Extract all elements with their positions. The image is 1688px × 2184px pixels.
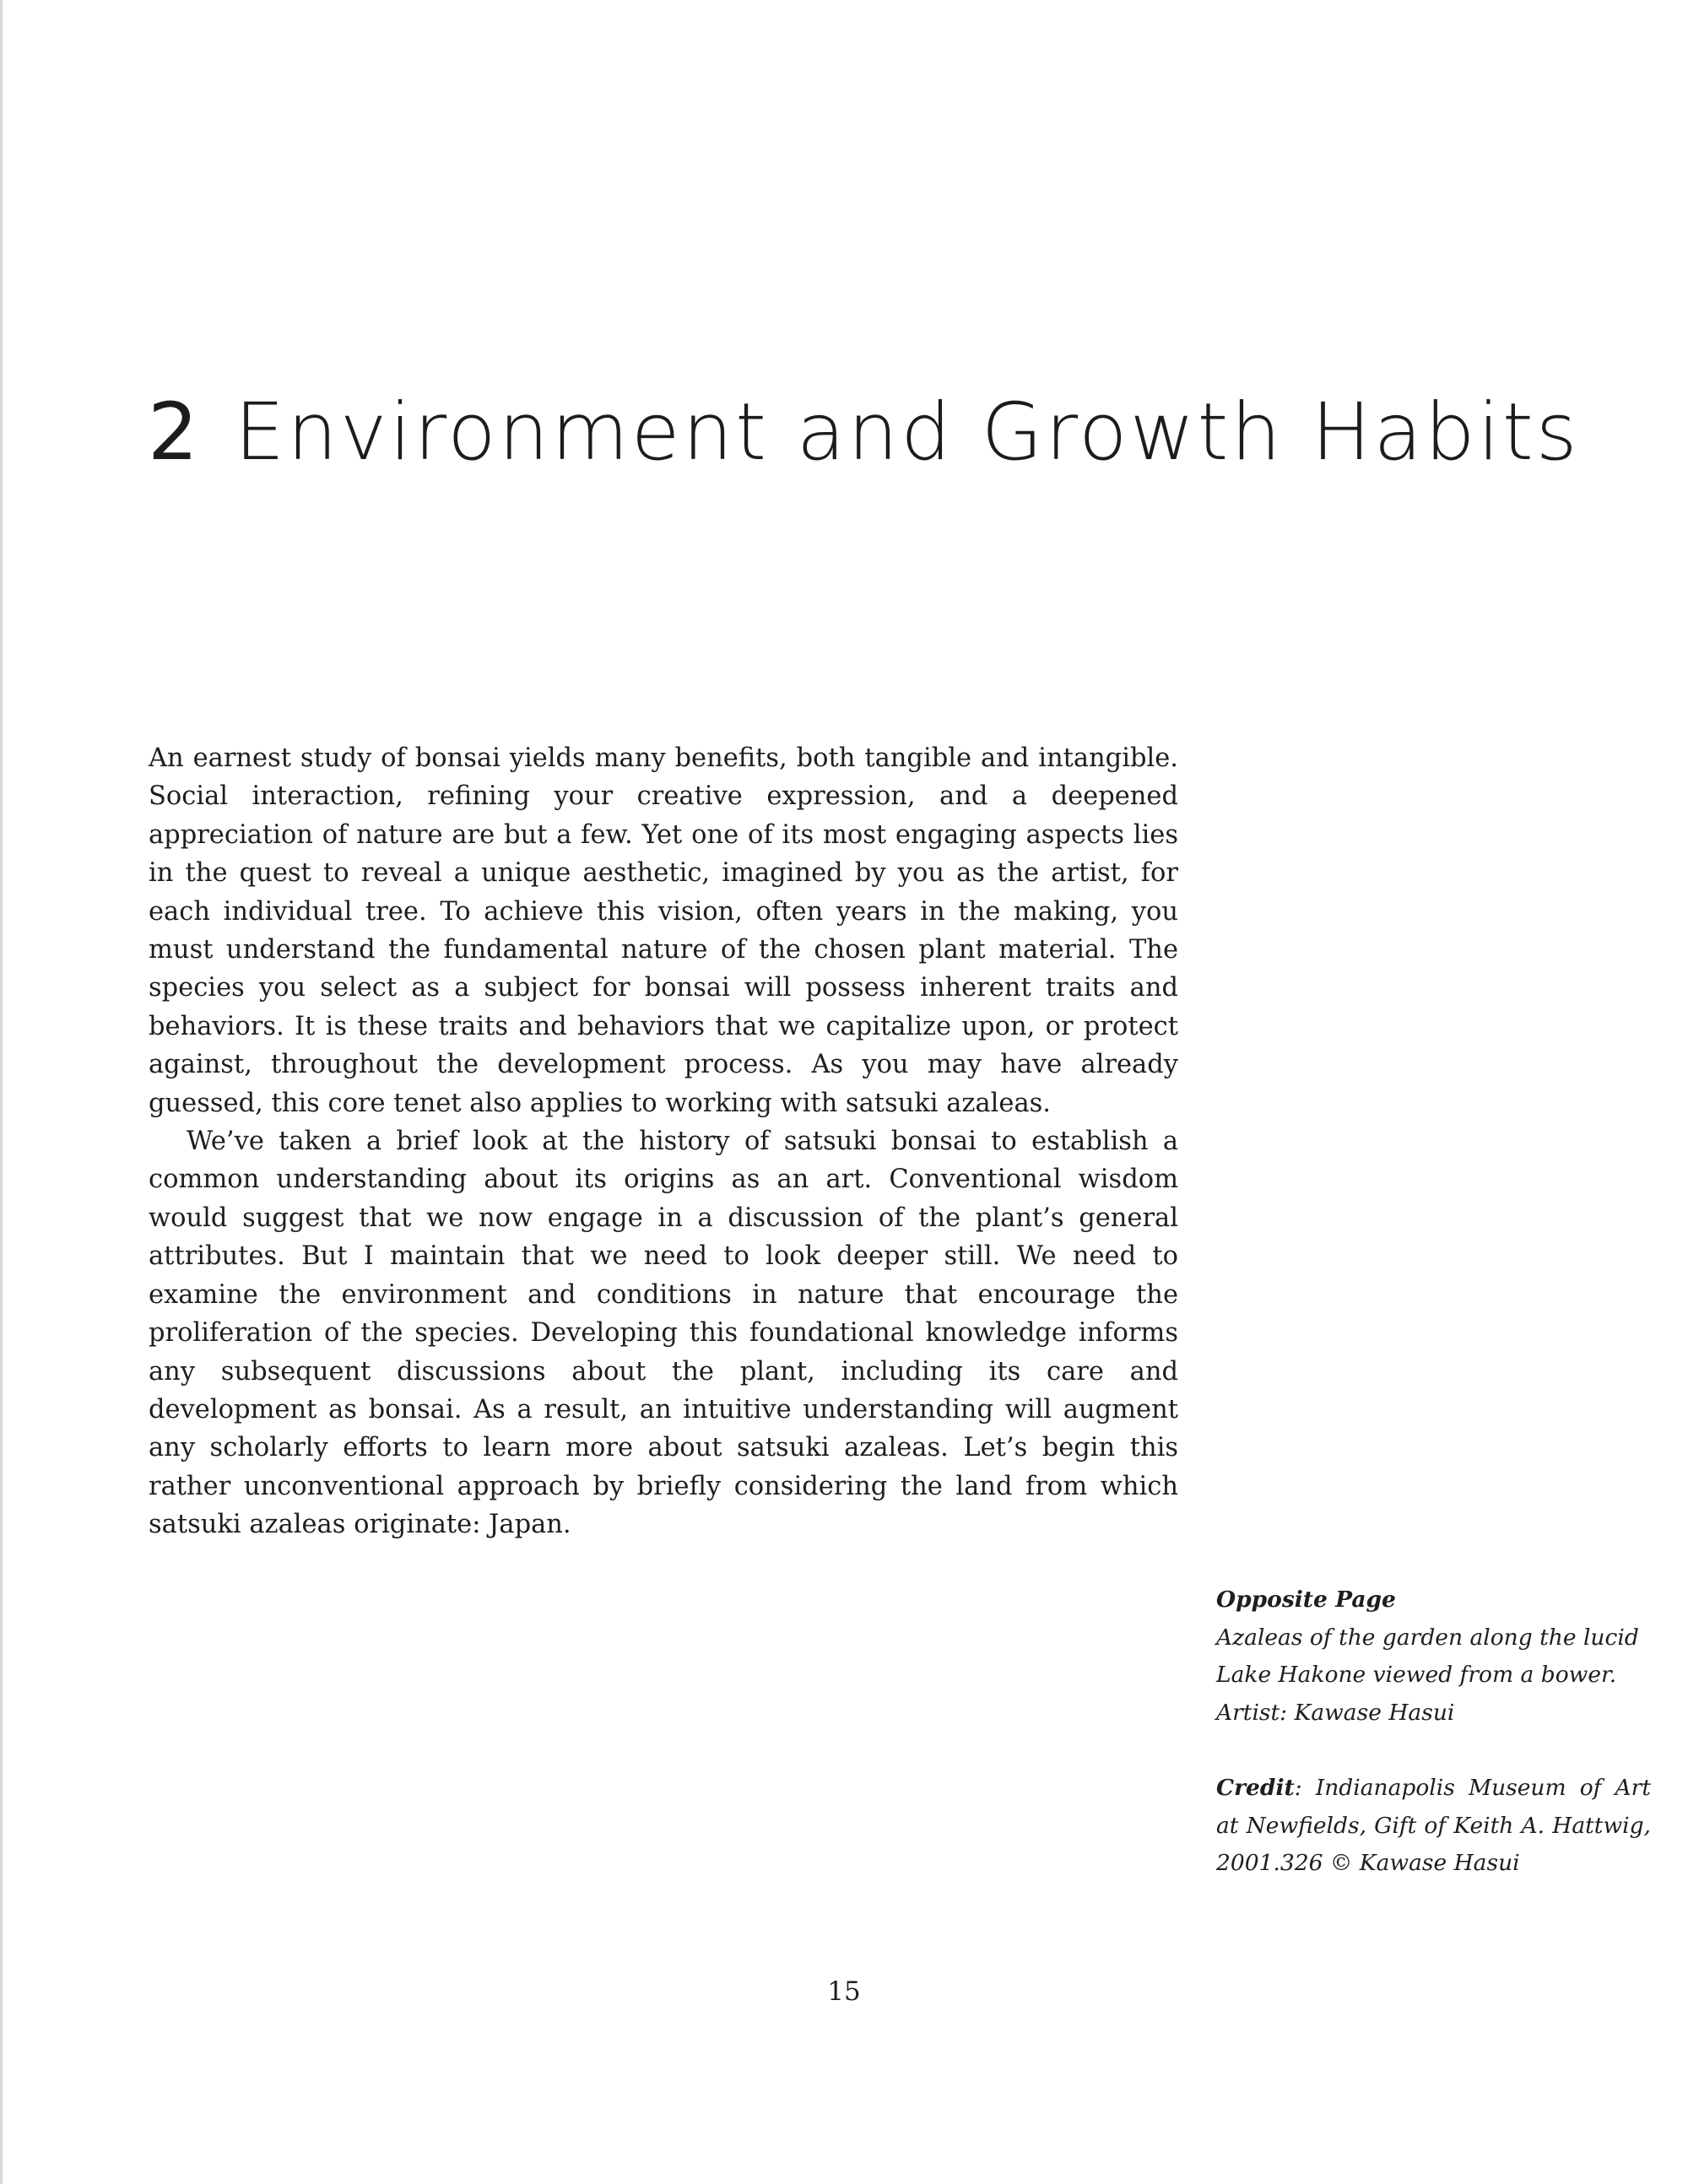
caption-artist: Artist: Kawase Hasui: [1216, 1699, 1455, 1726]
caption-spacer: [1216, 1732, 1651, 1770]
caption-credit: [1216, 1770, 1651, 1883]
page-number: 15: [827, 1976, 861, 2007]
chapter-heading: [148, 378, 1580, 488]
body-paragraph-2: We’ve taken a brief look at the history of satsuki bonsai to establish a common understanding about its origins as an art. Conventional wisdom would suggest that we now engage in a discussion of the plant’s general attributes. But I maintain that we need to look deeper still. We need to examine the environment and conditions in nature that encourage the proliferation of the species. Developing this foundational knowledge informs any subsequent discussions about the plant, including its care and development as bonsai. As a result, an intuitive understanding will augment any scholarly efforts to learn more about satsuki azaleas. Let’s begin this rather unconventional approach by briefly considering the land from which satsuki azaleas originate: Japan.: [149, 1127, 1178, 1540]
figure-caption: [1216, 1581, 1651, 1883]
body-text: [149, 739, 1178, 1544]
caption-description: Azaleas of the garden along the lucid Lake Hakone viewed from a bower.: [1216, 1624, 1639, 1689]
chapter-title: Environment and Growth Habits: [234, 387, 1580, 478]
caption-heading: Opposite Page: [1216, 1587, 1396, 1613]
body-paragraph-1: An earnest study of bonsai yields many benefits, both tangible and intangible. Social interaction, refining your creative expression, and a deepened appreciation of nature are but a few. Yet one of its most engaging aspects lies in the quest to reveal a unique aesthetic, imagined by you as the artist, for each individual tree. To achieve this vision, often years in the making, you must understand the fundamental nature of the chosen plant material. The species you select as a subject for bonsai will possess inherent traits and behaviors. It is these traits and behaviors that we capitalize upon, or protect against, throughout the development process. As you may have already guessed, this core tenet also applies to working with satsuki azaleas.: [149, 743, 1178, 1118]
chapter-number: 2: [148, 387, 201, 478]
page-edge: [0, 0, 3, 2184]
credit-text: : Indianapolis Museum of Art at Newfields, Gift of Keith A. Hattwig, 2001.326 © Kawase Hasui: [1216, 1774, 1651, 1877]
credit-label: Credit: [1216, 1774, 1295, 1801]
